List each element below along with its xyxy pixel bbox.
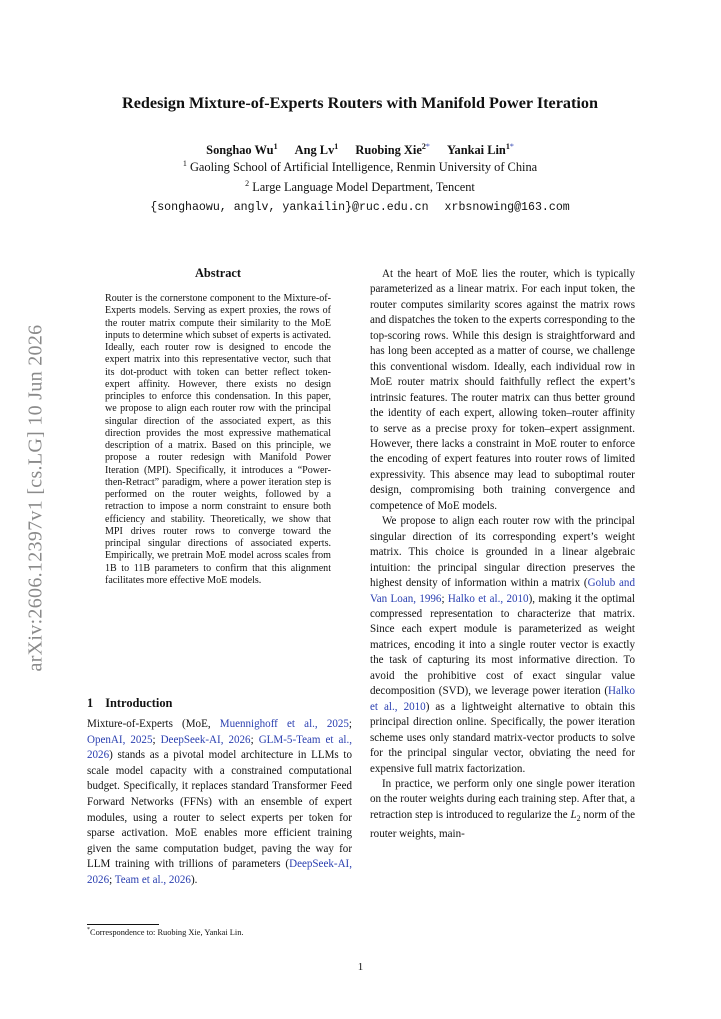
body-text: At the heart of MoE lies the router, which is typically parameterized as a linear matrix. For each input token, the router computes similarity scores against the matrix rows and dispatches the token to the experts corresponding to the top-scoring rows. While this design is straightforward and has long been accepted as a matter of course, we challenge this conventional wisdom. Ideally, each individual row in MoE router matrix should faithfully reflect the expert’s intrinsic features. The router matrix can thus better ground the identity of each expert, allowing token–router affinity to serve as a precise proxy for token–expert assignment. However, there lacks a constraint in MoE router to enforce the encoding of expert features into router rows of limited expressivity. This absence may lead to suboptimal router design, compromising both training convergence and competence of MoE models. [370, 268, 635, 512]
author-3: Ruobing Xie$^{2*}$ [355, 142, 430, 158]
body-text: ; [348, 718, 352, 730]
body-text: Mixture-of-Experts (MoE, [87, 718, 220, 730]
citation-link[interactable]: Halko et al., 2010 [447, 592, 529, 605]
body-text: We propose to align each router row with the principal singular direction of its corresponding expert’s weight matrix. This choice is grounded in a linear algebraic intuition: the principal singular direction preserves the highest density of information within a matrix ( [370, 515, 635, 590]
author-1: Songhao Wu$^1$ [206, 142, 278, 158]
author-list [80, 142, 640, 158]
right-paragraph [370, 777, 635, 842]
body-text: In practice, we perform only one single power iteration on the router weights during each training step. After that, a retraction step is introduced to regularize the [370, 777, 635, 821]
footnote-rule [87, 924, 159, 925]
introduction-paragraph [87, 717, 352, 889]
citation-link[interactable]: Halko et al., 2010 [370, 685, 635, 713]
body-text: ) stands as a pivotal model architecture in LLMs to scale model capacity with a constrained computational budget. Specifically, it replaces standard Transformer Feed Forward Networks (FFNs) with an ensemble of expert modules, using a router to select experts per token for sparse activation. MoE enables more efficient training given the same computation budget, paving the way for LLM training with trillions of parameters ( [87, 749, 352, 871]
right-column-text [370, 267, 635, 842]
arxiv-stamp [22, 300, 50, 695]
citation-link[interactable]: Muennighoff et al., 2025 [219, 718, 349, 730]
page-number: 1 [357, 961, 364, 973]
email-line [80, 201, 640, 214]
correspondence-mark[interactable]: * [509, 142, 514, 151]
affiliation-2: $^2$ Large Language Model Department, Tencent [245, 179, 475, 195]
body-text: norm of the router weights, main- [370, 808, 635, 840]
section-heading-introduction: 1 Introduction [87, 696, 173, 710]
body-text: ; [109, 873, 115, 886]
email-ruc: {songhaowu, anglv, yankailin}@ruc.edu.cn [150, 201, 429, 214]
arxiv-stamp-text: arXiv:2606.12397v1 [cs.LG] 10 Jun 2026 [24, 324, 47, 671]
author-4: Yankai Lin$^{1*}$ [446, 142, 514, 158]
body-text: ; [250, 733, 259, 746]
abstract-heading: Abstract [194, 266, 242, 280]
abstract-text: Router is the cornerstone component to the Mixture-of-Experts models. Serving as expert proxies, the rows of the router matrix compute their similarity to the MoE inputs to determine which subset of experts is activated. Ideally, each router row is designed to encode the expert matrix into this representative vector, such that its dot-product with token can better reflect token-expert affinity. However, there exists no design principles to enforce this condensation. In this paper, we propose to align each router row with the principal singular direction of the associated expert, as this direction provides the most expressive mathematical description of a matrix. Based on this principle, we propose a router redesign with Manifold Power Iteration (MPI). Specifically, it introduces a “Power-then-Retract” paradigm, where a power iteration step is performed on the router weights, followed by a retraction to impose a norm constraint to ensure both efficiency and stability. Theoretically, we show that MPI drives router rows to converge toward the principal singular directions of associated experts. Empirically, we pretrain MoE model across scales from 1B to 11B parameters to confirm that this alignment facilitates more effective MoE models. [105, 293, 331, 586]
citation-link[interactable]: Golub and Van Loan, 1996 [370, 577, 635, 605]
math-symbol: $L_2$ [570, 808, 581, 824]
right-paragraph [370, 267, 635, 514]
body-text: ). [190, 873, 198, 886]
citation-link[interactable]: Team et al., 2026 [114, 873, 191, 886]
citation-link[interactable]: GLM-5-Team et al., 2026 [87, 733, 353, 762]
right-paragraph [370, 514, 635, 777]
body-text: ), making it the optimal compressed representation to characterize that matrix. Since each expert module is parameterized as weight matrices, encoding it into a single router vector is exactly the task of capturing its most informative direction. To avoid the prohibitive cost of exact singular value decomposition (SVD), we leverage power iteration ( [370, 592, 635, 698]
email-163: xrbsnowing@163.com [444, 201, 570, 214]
body-text: ) as a lightweight alternative to obtain this principal direction online. Specifically, the power iteration scheme uses only standard matrix-vector products to solve for the principal singular vector, obviating the need for expensive full matrix factorization. [370, 700, 635, 775]
citation-link[interactable]: DeepSeek-AI, 2026 [87, 858, 352, 886]
affiliation-1: $^1$ Gaoling School of Artificial Intelligence, Renmin University of China [182, 159, 538, 175]
body-text: ; [441, 592, 448, 605]
author-2: Ang Lv$^1$ [294, 142, 339, 158]
paper-title: Redesign Mixture-of-Experts Routers with Manifold Power Iteration [122, 94, 598, 112]
footnote: *Correspondence to: Ruobing Xie, Yankai Lin. [87, 927, 244, 937]
correspondence-mark[interactable]: * [425, 142, 430, 151]
citation-link[interactable]: OpenAI, 2025 [87, 733, 153, 746]
body-text: ; [152, 733, 161, 746]
citation-link[interactable]: DeepSeek-AI, 2026 [160, 733, 251, 746]
